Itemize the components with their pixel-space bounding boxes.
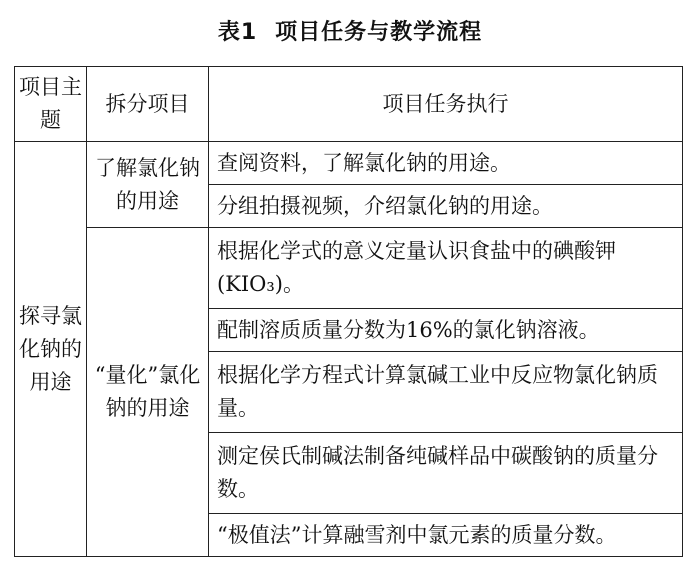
task-cell: “极值法”计算融雪剂中氯元素的质量分数。 [209, 514, 683, 557]
table-row [15, 142, 683, 185]
header-theme: 项目主题 [15, 67, 87, 142]
task-cell: 根据化学式的意义定量认识食盐中的碘酸钾(KIO₃)。 [209, 228, 683, 309]
split-cell-quantify: “量化”氯化钠的用途 [87, 228, 209, 557]
theme-cell: 探寻氯化钠的用途 [15, 142, 87, 557]
header-split: 拆分项目 [87, 67, 209, 142]
table-caption-label: 表1 [217, 20, 258, 45]
table-header-row [15, 67, 683, 142]
table-row [15, 228, 683, 309]
project-task-table [14, 66, 683, 557]
header-task: 项目任务执行 [209, 67, 683, 142]
task-cell: 根据化学方程式计算氯碱工业中反应物氯化钠质量。 [209, 352, 683, 433]
task-cell: 测定侯氏制碱法制备纯碱样品中碳酸钠的质量分数。 [209, 433, 683, 514]
split-cell-understand: 了解氯化钠的用途 [87, 142, 209, 228]
task-cell: 查阅资料，了解氯化钠的用途。 [209, 142, 683, 185]
task-cell: 配制溶质质量分数为16%的氯化钠溶液。 [209, 309, 683, 352]
table-caption-title: 项目任务与教学流程 [275, 20, 483, 45]
task-cell: 分组拍摄视频，介绍氯化钠的用途。 [209, 185, 683, 228]
table-caption [0, 18, 700, 48]
